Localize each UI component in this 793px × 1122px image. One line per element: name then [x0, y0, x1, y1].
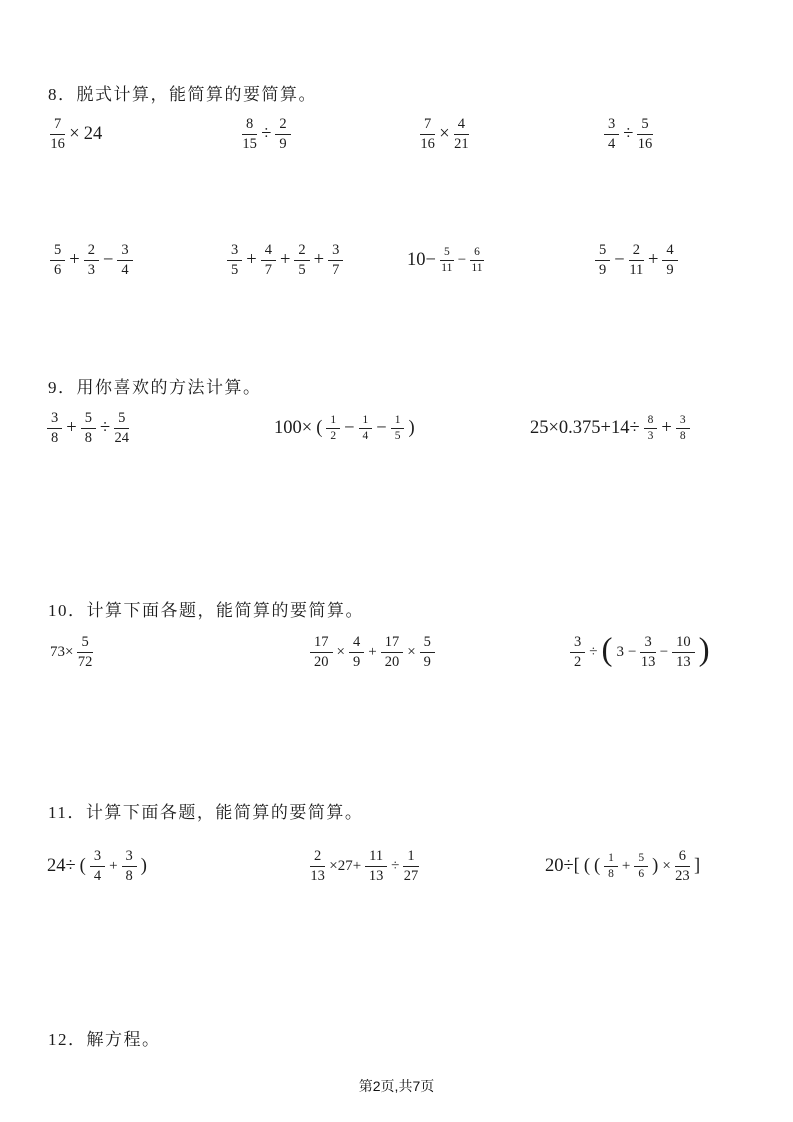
- fraction-denominator: 6: [54, 261, 62, 278]
- fraction: [122, 848, 137, 883]
- fraction-denominator: 20: [314, 653, 329, 670]
- math-expression: [45, 402, 131, 454]
- fraction-denominator: 11: [441, 261, 453, 274]
- math-token: 20÷[: [545, 855, 580, 876]
- fraction-denominator: 13: [676, 653, 691, 670]
- math-token: ): [408, 417, 415, 438]
- math-expression: [593, 234, 680, 286]
- fraction-denominator: 9: [279, 135, 287, 152]
- fraction-denominator: 16: [50, 135, 65, 152]
- fraction-numerator: 5: [420, 634, 435, 652]
- fraction: [349, 634, 364, 669]
- math-token: 73×: [50, 643, 74, 660]
- fraction-numerator: 3: [90, 848, 105, 866]
- fraction-numerator: 3: [328, 242, 343, 260]
- fraction: [637, 116, 652, 151]
- fraction-numerator: 8: [242, 116, 257, 134]
- fraction: [365, 848, 387, 883]
- fraction: [662, 242, 677, 277]
- math-token: ÷: [99, 417, 111, 438]
- math-token: −: [376, 417, 387, 438]
- math-token: ×: [439, 123, 450, 144]
- fraction-denominator: 11: [629, 261, 644, 278]
- fraction: [90, 848, 105, 883]
- fraction: [261, 242, 276, 277]
- fraction-numerator: 11: [365, 848, 387, 866]
- math-token: −: [457, 251, 467, 268]
- fraction-numerator: 4: [261, 242, 276, 260]
- fraction-numerator: 6: [470, 246, 484, 261]
- fraction-denominator: 4: [362, 429, 369, 442]
- expression-row: [0, 626, 793, 678]
- fraction-denominator: 7: [264, 261, 272, 278]
- math-token: 24÷: [47, 855, 76, 876]
- fraction: [77, 634, 92, 669]
- fraction-numerator: 2: [294, 242, 309, 260]
- math-token: (: [79, 855, 86, 876]
- fraction-numerator: 1: [403, 848, 418, 866]
- fraction: [310, 848, 325, 883]
- fraction-numerator: 2: [629, 242, 644, 260]
- math-expression: [528, 402, 692, 454]
- fraction: [672, 634, 695, 669]
- fraction-denominator: 15: [242, 135, 257, 152]
- fraction: [117, 242, 132, 277]
- fraction-numerator: 17: [381, 634, 404, 652]
- math-token: (: [583, 855, 590, 876]
- fraction-numerator: 7: [50, 116, 65, 134]
- math-token: 100×: [274, 417, 313, 438]
- problem-title: 12．解方程。: [48, 1030, 161, 1049]
- fraction: [359, 414, 373, 442]
- math-token: ×: [407, 643, 416, 660]
- fraction: [470, 246, 484, 274]
- math-expression: [272, 402, 417, 454]
- fraction-numerator: 5: [81, 410, 96, 428]
- fraction-numerator: 1: [359, 414, 373, 429]
- fraction: [604, 852, 618, 880]
- math-expression: [418, 108, 471, 160]
- fraction: [381, 634, 404, 669]
- fraction: [242, 116, 257, 151]
- fraction: [81, 410, 96, 445]
- fraction: [640, 634, 655, 669]
- math-token: +: [109, 857, 118, 874]
- math-expression: [405, 234, 486, 286]
- fraction: [310, 634, 333, 669]
- math-token: −: [344, 417, 355, 438]
- fraction-denominator: 2: [574, 653, 582, 670]
- fraction-denominator: 4: [93, 867, 102, 884]
- math-token: +: [647, 249, 659, 270]
- math-expression: [48, 626, 95, 678]
- expression-row: [0, 402, 793, 454]
- math-token: (: [316, 417, 323, 438]
- problem-title: 9．用你喜欢的方法计算。: [48, 378, 262, 397]
- fraction-numerator: 5: [50, 242, 65, 260]
- math-expression: [48, 234, 135, 286]
- fraction-numerator: 3: [122, 848, 137, 866]
- fraction: [604, 116, 619, 151]
- fraction-denominator: 21: [454, 135, 469, 152]
- math-expression: [240, 108, 293, 160]
- fraction-denominator: 9: [423, 653, 431, 670]
- fraction: [326, 414, 340, 442]
- fraction-numerator: 5: [440, 246, 454, 261]
- math-expression: [225, 234, 345, 286]
- fraction: [50, 242, 65, 277]
- fraction-denominator: 4: [608, 135, 616, 152]
- fraction-denominator: 8: [51, 429, 59, 446]
- fraction-numerator: 10: [672, 634, 695, 652]
- fraction-numerator: 3: [47, 410, 62, 428]
- fraction-denominator: 9: [599, 261, 607, 278]
- fraction: [634, 852, 648, 880]
- fraction-denominator: 9: [352, 653, 361, 670]
- expression-row: [0, 840, 793, 892]
- fraction-numerator: 1: [604, 852, 618, 867]
- fraction-numerator: 8: [644, 414, 658, 429]
- math-token: 10−: [407, 249, 436, 270]
- fraction: [114, 410, 129, 445]
- fraction-numerator: 17: [310, 634, 333, 652]
- math-expression: [45, 840, 149, 892]
- fraction-denominator: 3: [647, 429, 654, 442]
- math-token: −: [627, 643, 637, 660]
- fraction-denominator: 7: [332, 261, 340, 278]
- math-expression: [308, 840, 421, 892]
- fraction: [328, 242, 343, 277]
- math-token: −: [614, 249, 625, 270]
- fraction-denominator: 72: [77, 653, 93, 670]
- math-token: ÷: [261, 123, 272, 144]
- math-token: +: [313, 249, 325, 270]
- math-token: +: [661, 417, 672, 438]
- fraction-denominator: 5: [394, 429, 401, 442]
- fraction-numerator: 1: [326, 414, 340, 429]
- fraction-numerator: 2: [310, 848, 325, 866]
- fraction-numerator: 1: [391, 414, 405, 429]
- math-token: ): [140, 855, 147, 876]
- fraction-numerator: 5: [634, 852, 648, 867]
- fraction-denominator: 16: [420, 135, 435, 152]
- math-token: +: [368, 643, 377, 660]
- math-expression: [568, 626, 712, 678]
- math-token: ×: [69, 123, 80, 144]
- fraction-numerator: 4: [454, 116, 469, 134]
- fraction-denominator: 2: [330, 429, 337, 442]
- fraction: [227, 242, 242, 277]
- math-token: ÷: [391, 857, 400, 874]
- fraction-numerator: 5: [77, 634, 92, 652]
- fraction: [629, 242, 644, 277]
- fraction: [403, 848, 418, 883]
- fraction: [595, 242, 610, 277]
- fraction-numerator: 7: [420, 116, 435, 134]
- fraction-numerator: 2: [84, 242, 99, 260]
- fraction: [47, 410, 62, 445]
- problem-title: 11．计算下面各题，能简算的要简算。: [48, 803, 364, 822]
- fraction-denominator: 5: [231, 261, 239, 278]
- fraction-denominator: 27: [403, 867, 419, 884]
- fraction: [570, 634, 585, 669]
- fraction-denominator: 8: [84, 429, 92, 446]
- fraction-denominator: 20: [384, 653, 400, 670]
- math-token: +: [66, 417, 77, 438]
- math-token: ×: [662, 857, 671, 874]
- math-token: −: [659, 643, 669, 660]
- math-token: ×27+: [329, 857, 362, 874]
- page-footer: 第2页,共7页: [358, 1078, 435, 1094]
- fraction: [454, 116, 469, 151]
- problem-title: 10．计算下面各题，能简算的要简算。: [48, 601, 364, 620]
- fraction: [420, 116, 435, 151]
- fraction-numerator: 6: [675, 848, 690, 866]
- math-expression: [602, 108, 655, 160]
- fraction-numerator: 3: [227, 242, 242, 260]
- fraction-numerator: 4: [662, 242, 677, 260]
- fraction: [676, 414, 690, 442]
- fraction: [420, 634, 435, 669]
- big-paren: (: [601, 631, 613, 668]
- fraction: [294, 242, 309, 277]
- expression-row: [0, 234, 793, 286]
- math-expression: [308, 626, 437, 678]
- fraction: [84, 242, 99, 277]
- math-token: 24: [83, 123, 103, 144]
- fraction-denominator: 8: [125, 867, 133, 884]
- fraction-denominator: 8: [679, 429, 686, 442]
- fraction-denominator: 13: [310, 867, 325, 884]
- fraction-numerator: 5: [595, 242, 610, 260]
- fraction-denominator: 24: [114, 429, 129, 446]
- fraction-denominator: 13: [640, 653, 656, 670]
- math-token: +: [279, 249, 291, 270]
- fraction: [275, 116, 290, 151]
- fraction-numerator: 3: [604, 116, 619, 134]
- fraction: [675, 848, 690, 883]
- fraction-numerator: 5: [637, 116, 652, 134]
- fraction-denominator: 13: [368, 867, 384, 884]
- math-token: ÷: [589, 643, 598, 660]
- fraction-numerator: 3: [117, 242, 132, 260]
- math-token: +: [69, 249, 80, 270]
- fraction-denominator: 3: [87, 261, 95, 278]
- fraction-numerator: 5: [114, 410, 129, 428]
- fraction-denominator: 8: [608, 867, 614, 880]
- math-token: −: [102, 249, 114, 270]
- fraction: [391, 414, 405, 442]
- fraction-denominator: 23: [675, 867, 690, 884]
- math-token: ÷: [623, 123, 634, 144]
- math-token: +: [246, 249, 257, 270]
- fraction: [50, 116, 65, 151]
- fraction: [440, 246, 454, 274]
- fraction-numerator: 3: [570, 634, 585, 652]
- math-token: ): [652, 855, 659, 876]
- big-paren: ): [698, 631, 710, 668]
- fraction-numerator: 2: [275, 116, 290, 134]
- fraction-denominator: 4: [121, 261, 129, 278]
- math-token: ]: [694, 855, 701, 876]
- fraction-denominator: 5: [298, 261, 306, 278]
- fraction: [644, 414, 658, 442]
- math-token: (: [594, 855, 601, 876]
- math-expression: [543, 840, 702, 892]
- expression-row: [0, 108, 793, 160]
- math-token: ×: [336, 643, 345, 660]
- fraction-numerator: 4: [349, 634, 364, 652]
- fraction-denominator: 16: [637, 135, 653, 152]
- math-token: 25×0.375+14÷: [530, 417, 640, 438]
- fraction-numerator: 3: [676, 414, 690, 429]
- fraction-numerator: 3: [640, 634, 655, 652]
- fraction-denominator: 11: [471, 261, 483, 274]
- problem-title: 8．脱式计算，能简算的要简算。: [48, 85, 317, 104]
- math-token: +: [621, 857, 631, 874]
- math-expression: [48, 108, 104, 160]
- fraction-denominator: 6: [638, 867, 645, 880]
- math-token: 3: [616, 643, 624, 660]
- fraction-denominator: 9: [666, 261, 674, 278]
